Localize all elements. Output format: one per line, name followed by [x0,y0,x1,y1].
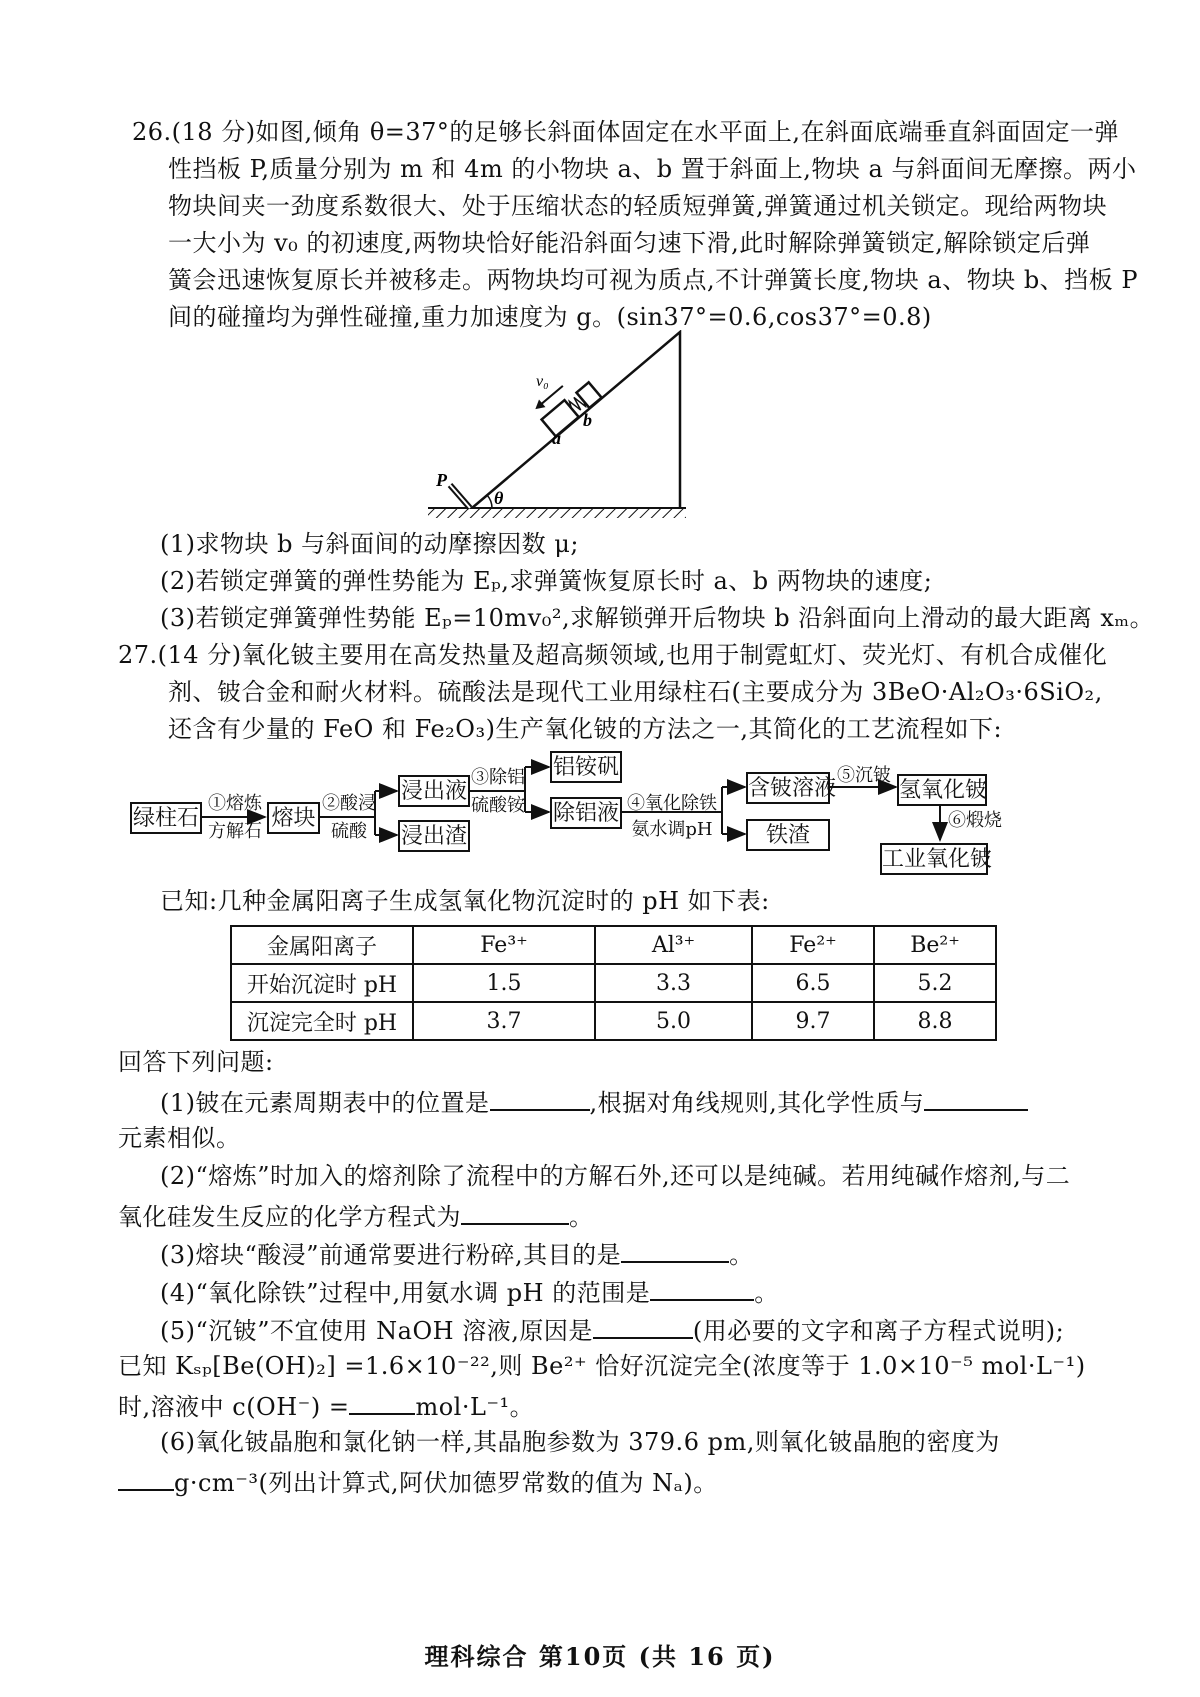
flow-box-product: 工业氧化铍 [880,843,988,875]
table-cell: 9.7 [752,1002,874,1040]
q27-p3 [160,1237,754,1270]
p4-text-b: 。 [754,1279,779,1307]
p3-text-a: (3)熔块“酸浸”前通常要进行粉碎,其目的是 [160,1241,622,1269]
table-header-row [231,926,996,964]
flow-box-al-free: 除铝液 [550,797,622,829]
table-cell: 8.8 [874,1002,996,1040]
answer-blank[interactable] [593,1313,693,1339]
flow-step-1-top: ①熔炼 [208,793,262,814]
q27-line-3: 还含有少量的 FeO 和 Fe₂O₃)生产氧化铍的方法之一,其简化的工艺流程如下: [168,715,1003,743]
answer-blank[interactable] [461,1199,569,1225]
table-cell: 1.5 [413,964,595,1002]
p5-text-e: mol·L⁻¹。 [415,1393,535,1421]
table-cell: 6.5 [752,964,874,1002]
q26-line-6: 间的碰撞均为弹性碰撞,重力加速度为 g。(sin37°=0.6,cos37°=0.8) [168,303,932,331]
table-row [231,964,996,1002]
q27-p5 [160,1313,1064,1346]
q27-p6: (6)氧化铍晶胞和氯化钠一样,其晶胞参数为 379.6 pm,则氧化铍晶胞的密度为 [160,1428,1000,1456]
q27-p2-cont [118,1199,594,1232]
answer-blank[interactable] [924,1085,1028,1111]
flow-box-be-hydroxide: 氢氧化铍 [897,774,987,806]
q26-line-4: 一大小为 v₀ 的初速度,两物块恰好能沿斜面匀速下滑,此时解除弹簧锁定,解除锁定后弹 [168,229,1091,257]
answer-blank[interactable] [650,1275,754,1301]
flow-box-melt: 熔块 [267,802,320,834]
table-cell: 金属阳离子 [231,926,413,964]
p6-text-b: g·cm⁻³(列出计算式,阿伏加德罗常数的值为 Nₐ)。 [174,1469,718,1497]
table-cell: Fe²⁺ [752,926,874,964]
p5-text-b: (用必要的文字和离子方程式说明); [692,1317,1065,1345]
answer-blank[interactable] [118,1465,174,1491]
q26-line-2: 性挡板 P,质量分别为 m 和 4m 的小物块 a、b 置于斜面上,物块 a 与斜面间无摩擦。两小 [168,155,1137,183]
answer-intro: 回答下列问题: [118,1048,274,1076]
flow-box-leach-residue: 浸出渣 [398,820,470,852]
flow-step-2-top: ②酸浸 [322,793,376,814]
flow-step-4-bot: 氨水调pH [631,819,713,840]
table-cell: 3.7 [413,1002,595,1040]
q27-line-1: 27.(14 分)氧化铍主要用在高发热量及超高频领域,也用于制霓虹灯、荧光灯、有机合成催化 [118,641,1108,669]
q27-p6-cont [118,1465,718,1498]
table-cell: 5.0 [595,1002,752,1040]
q27-p2: (2)“熔炼”时加入的熔剂除了流程中的方解石外,还可以是纯碱。若用纯碱作熔剂,与二 [160,1162,1071,1190]
p4-text-a: (4)“氧化除铁”过程中,用氨水调 pH 的范围是 [160,1279,651,1307]
p1-text-a: (1)铍在元素周期表中的位置是 [160,1089,490,1117]
flow-box-be-solution: 含铍溶液 [746,772,830,804]
flow-box-fe-residue: 铁渣 [746,819,830,851]
label-theta: θ [494,488,504,508]
page-footer: 理科综合 第10页 (共 16 页) [424,1642,776,1671]
flow-box-beryl: 绿柱石 [130,802,202,834]
answer-blank[interactable] [349,1389,415,1415]
flow-step-5: ⑤沉铍 [837,765,891,786]
flow-box-leach-liquid: 浸出液 [398,775,470,807]
q27-p5-cont2 [118,1389,534,1422]
table-cell: Al³⁺ [595,926,752,964]
known-intro: 已知:几种金属阳离子生成氢氧化物沉淀时的 pH 如下表: [160,887,770,915]
table-cell: Be²⁺ [874,926,996,964]
table-cell: 3.3 [595,964,752,1002]
q27-line-2: 剂、铍合金和耐火材料。硫酸法是现代工业用绿柱石(主要成分为 3BeO·Al₂O₃·6SiO₂, [168,678,1103,706]
q26-line-1: 26.(18 分)如图,倾角 θ=37°的足够长斜面体固定在水平面上,在斜面底端垂直斜面固定一弹 [132,118,1120,146]
p5-text-d: 时,溶液中 c(OH⁻) = [118,1393,350,1421]
flow-step-3-bot: 硫酸铵 [471,795,525,816]
flow-step-4-top: ④氧化除铁 [627,793,717,814]
label-a: a [552,428,561,448]
q26-line-5: 簧会迅速恢复原长并被移走。两物块均可视为质点,不计弹簧长度,物块 a、物块 b、挡板 P [168,266,1138,294]
answer-blank[interactable] [490,1085,590,1111]
q26-sub-1: (1)求物块 b 与斜面间的动摩擦因数 μ; [160,530,579,558]
q26-sub-2: (2)若锁定弹簧的弹性势能为 Eₚ,求弹簧恢复原长时 a、b 两物块的速度; [160,567,933,595]
q27-p1-cont: 元素相似。 [118,1124,241,1152]
q27-p5-cont: 已知 Kₛₚ[Be(OH)₂] =1.6×10⁻²²,则 Be²⁺ 恰好沉淀完全(浓度等于 1.0×10⁻⁵ mol·L⁻¹) [118,1352,1086,1380]
answer-blank[interactable] [621,1237,729,1263]
table-cell: 沉淀完全时 pH [231,1002,413,1040]
q27-p1 [160,1085,1028,1118]
p2-text-b: 氧化硅发生反应的化学方程式为 [118,1203,461,1231]
q26-sub-3: (3)若锁定弹簧弹性势能 Eₚ=10mv₀²,求解锁弹开后物块 b 沿斜面向上滑动的最大距离 xₘ。 [160,604,1155,632]
p1-text-b: ,根据对角线规则,其化学性质与 [589,1089,925,1117]
q26-line-3: 物块间夹一劲度系数很大、处于压缩状态的轻质短弹簧,弹簧通过机关锁定。现给两物块 [168,192,1108,220]
flow-box-alum: 铝铵矾 [550,751,622,783]
label-p: P [436,470,447,490]
table-cell: 开始沉淀时 pH [231,964,413,1002]
label-b: b [583,410,592,430]
table-cell: Fe³⁺ [413,926,595,964]
ph-table [230,925,997,1041]
label-v0: v₀ [536,373,549,390]
q27-p4 [160,1275,779,1308]
p2-text-c: 。 [569,1203,594,1231]
flow-step-3-top: ③除铝 [471,767,525,788]
flow-step-1-bot: 方解石 [208,821,262,842]
flow-step-2-bot: 硫酸 [331,821,367,842]
table-row [231,1002,996,1040]
table-cell: 5.2 [874,964,996,1002]
p3-text-b: 。 [729,1241,754,1269]
p5-text-a: (5)“沉铍”不宜使用 NaOH 溶液,原因是 [160,1317,593,1345]
flow-step-6: ⑥煅烧 [948,810,1002,831]
